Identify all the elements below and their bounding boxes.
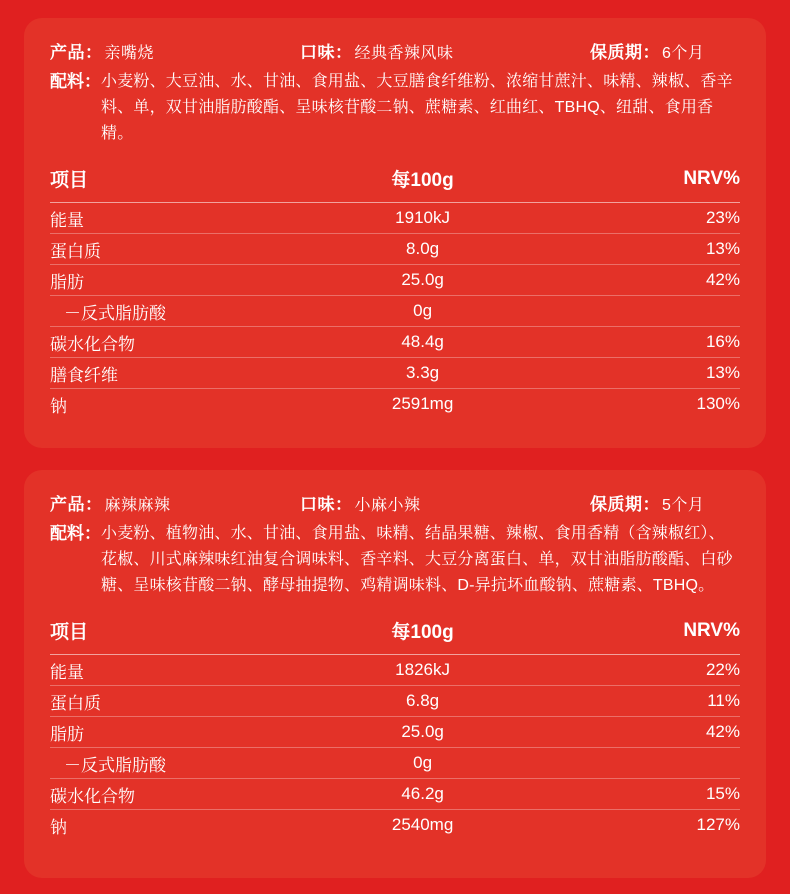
ingredients-label: 配料： xyxy=(50,524,101,543)
table-row xyxy=(50,296,740,327)
row-amount: 1826kJ xyxy=(395,660,450,679)
row-amount: 2591mg xyxy=(391,394,454,413)
row-nrv: 13% xyxy=(705,239,740,258)
row-nrv: 16% xyxy=(705,332,740,351)
flavor-value: 小麻小辣 xyxy=(354,497,421,514)
row-item: 碳水化合物 xyxy=(50,334,135,354)
ingredients-block xyxy=(50,521,740,599)
ingredients-text: 小麦粉、大豆油、水、甘油、食用盐、大豆膳食纤维粉、浓缩甘蔗汁、味精、辣椒、香辛料、单，双甘油脂肪酸酯、呈味核苷酸二钠、蔗糖素、红曲红、TBHQ、纽甜、食用香精。 xyxy=(101,73,733,142)
table-row xyxy=(50,358,740,389)
flavor-label: 口味： xyxy=(300,43,353,62)
table-row xyxy=(50,265,740,296)
table-row xyxy=(50,203,740,234)
table-row xyxy=(50,655,740,686)
row-nrv: 15% xyxy=(705,784,740,803)
row-item: 脂肪 xyxy=(50,272,84,292)
product-card xyxy=(24,18,766,448)
nutrition-table-head xyxy=(50,165,740,203)
row-item: －反式脂肪酸 xyxy=(64,755,166,775)
row-nrv xyxy=(547,748,740,779)
nutrition-header-row xyxy=(50,165,740,203)
row-item: －反式脂肪酸 xyxy=(64,303,166,323)
row-amount: 0g xyxy=(413,301,433,320)
flavor-group xyxy=(300,38,590,63)
row-item: 能量 xyxy=(50,210,84,230)
row-amount: 25.0g xyxy=(401,270,444,289)
flavor-value: 经典香辣风味 xyxy=(354,45,454,62)
product-value: 麻辣麻辣 xyxy=(104,497,171,514)
row-nrv: 11% xyxy=(707,691,740,710)
row-amount: 2540mg xyxy=(391,815,454,834)
nutrition-header-row xyxy=(50,617,740,655)
column-header-amount: 每100g xyxy=(391,170,454,191)
shelf-life-group xyxy=(590,38,740,63)
row-amount: 8.0g xyxy=(406,239,440,258)
row-nrv xyxy=(547,296,740,327)
product-name-group xyxy=(50,490,300,515)
product-label: 产品： xyxy=(50,495,103,514)
row-amount: 6.8g xyxy=(406,691,440,710)
product-label: 产品： xyxy=(50,43,103,62)
row-item: 脂肪 xyxy=(50,724,84,744)
column-header-amount: 每100g xyxy=(391,622,454,643)
row-nrv: 127% xyxy=(696,815,740,834)
shelf-life-group xyxy=(590,490,740,515)
table-row xyxy=(50,389,740,420)
row-amount: 25.0g xyxy=(401,722,444,741)
product-meta-row xyxy=(50,490,740,515)
nutrition-table xyxy=(50,165,740,419)
row-item: 蛋白质 xyxy=(50,693,101,713)
table-row xyxy=(50,327,740,358)
product-name-group xyxy=(50,38,300,63)
row-item: 碳水化合物 xyxy=(50,786,135,806)
ingredients-block xyxy=(50,69,740,147)
row-item: 蛋白质 xyxy=(50,241,101,261)
ingredients-text: 小麦粉、植物油、水、甘油、食用盐、味精、结晶果糖、辣椒、食用香精（含辣椒红）、花椒、川式麻辣味红油复合调味料、香辛料、大豆分离蛋白、单，双甘油脂肪酸酯、白砂糖、呈味核苷酸二钠、酵母抽提物、鸡精调味料、D-异抗坏血酸钠、蔗糖素、TBHQ。 xyxy=(101,525,733,594)
row-nrv: 42% xyxy=(705,722,740,741)
product-card xyxy=(24,470,766,878)
product-meta-row xyxy=(50,38,740,63)
row-amount: 46.2g xyxy=(401,784,444,803)
row-item: 钠 xyxy=(50,396,67,416)
column-header-nrv: NRV% xyxy=(683,619,740,641)
row-nrv: 22% xyxy=(705,660,740,679)
row-nrv: 42% xyxy=(705,270,740,289)
row-amount: 0g xyxy=(413,753,433,772)
product-value: 亲嘴烧 xyxy=(104,45,155,62)
row-nrv: 13% xyxy=(705,363,740,382)
shelf-life-value: 6个月 xyxy=(662,45,705,62)
shelf-life-label: 保质期： xyxy=(590,43,660,62)
ingredients-label: 配料： xyxy=(50,72,101,91)
table-row xyxy=(50,748,740,779)
row-amount: 48.4g xyxy=(401,332,444,351)
row-item: 膳食纤维 xyxy=(50,365,118,385)
table-row xyxy=(50,810,740,841)
shelf-life-label: 保质期： xyxy=(590,495,660,514)
column-header-nrv: NRV% xyxy=(683,167,740,189)
row-item: 钠 xyxy=(50,817,67,837)
row-item: 能量 xyxy=(50,662,84,682)
row-amount: 1910kJ xyxy=(395,208,450,227)
table-row xyxy=(50,779,740,810)
row-amount: 3.3g xyxy=(406,363,440,382)
nutrition-table xyxy=(50,617,740,840)
row-nrv: 23% xyxy=(705,208,740,227)
nutrition-table-head xyxy=(50,617,740,655)
row-nrv: 130% xyxy=(696,394,740,413)
table-row xyxy=(50,234,740,265)
table-row xyxy=(50,717,740,748)
shelf-life-value: 5个月 xyxy=(662,497,705,514)
column-header-item: 项目 xyxy=(50,622,89,643)
flavor-group xyxy=(300,490,590,515)
table-row xyxy=(50,686,740,717)
nutrition-table-body xyxy=(50,655,740,841)
nutrition-table-body xyxy=(50,203,740,420)
flavor-label: 口味： xyxy=(300,495,353,514)
column-header-item: 项目 xyxy=(50,170,89,191)
